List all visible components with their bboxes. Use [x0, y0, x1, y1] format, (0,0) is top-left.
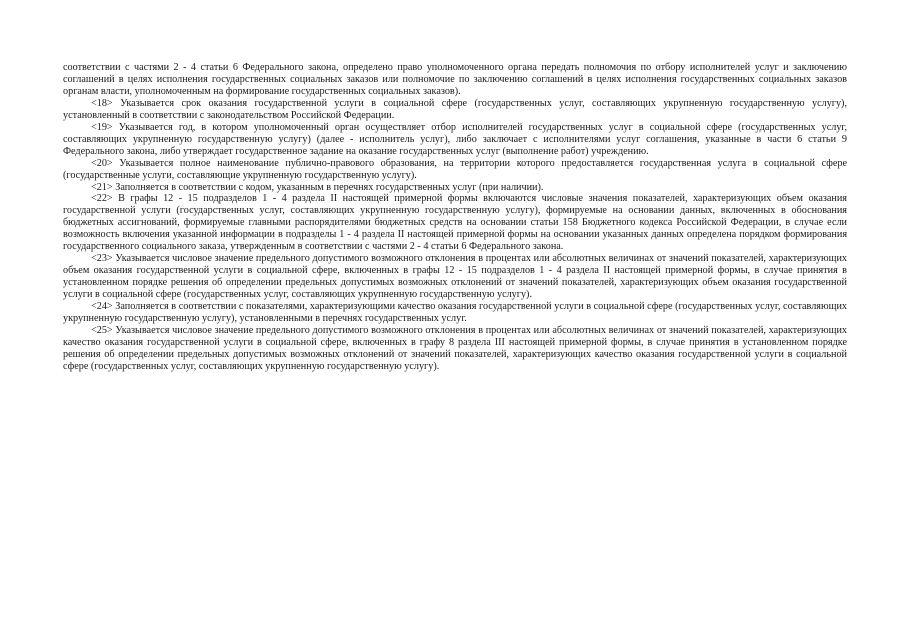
footnote-22: <22> В графы 12 - 15 подразделов 1 - 4 раздела II настоящей примерной формы включаются числовые значения показателей, характеризующих объем оказания государственной услуги (государственных услуг, составляющих укрупненную государственную услугу), формируемые на основании данных, включенных в обоснования бюджетных ассигнований, формируемые главными распорядителями бюджетных средств на основании статьи 158 Бюджетного кодекса Российской Федерации, в случае если возможность включения указанной информации в подразделы 1 - 4 раздела II настоящей примерной формы на основании указанных данных определена порядком формирования государственного социального заказа, утвержденным в соответствии с частями 2 - 4 статьи 6 Федерального закона.: [63, 193, 847, 253]
footnote-25: <25> Указывается числовое значение предельного допустимого возможного отклонения в процентах или абсолютных величинах от значений показателей, характеризующих качество оказания государственной услуги в социальной сфере, включенных в графу 8 раздела III настоящей примерной формы, в случае принятия в установленном порядке решения об определении предельных допустимых возможных отклонений от значений показателей, характеризующих качество оказания государственной услуги в социальной сфере (государственных услуг, составляющих укрупненную государственную услугу).: [63, 324, 847, 372]
footnote-continuation: соответствии с частями 2 - 4 статьи 6 Федерального закона, определено право уполномоченного органа передать полномочия по отбору исполнителей услуг и заключению соглашений в целях исполнения государственных социальных заказов или полномочие по заключению соглашений в целях исполнения государственных социальных заказов органам власти, уполномоченным на формирование государственных социальных заказов).: [63, 62, 847, 97]
footnote-21: <21> Заполняется в соответствии с кодом, указанным в перечнях государственных услуг (при наличии).: [91, 181, 544, 193]
document-page: [63, 62, 847, 373]
footnote-18: <18> Указывается срок оказания государственной услуги в социальной сфере (государственных услуг, составляющих укрупненную государственную услугу), установленный в соответствии с законодательством Российской Федерации.: [63, 97, 847, 121]
footnote-19: <19> Указывается год, в котором уполномоченный орган осуществляет отбор исполнителей государственных услуг в социальной сфере (государственных услуг, составляющих укрупненную государственную услугу) (далее - исполнитель услуг), либо заключает с исполнителями услуг соглашения, указанные в части 6 статьи 9 Федерального закона, либо утверждает государственное задание на оказание государственных услуг (выполнение работ) учреждению.: [63, 121, 847, 157]
footnote-23: <23> Указывается числовое значение предельного допустимого возможного отклонения в процентах или абсолютных величинах от значений показателей, характеризующих объем оказания государственной услуги в социальной сфере, включенных в графы 12 - 15 подразделов 1 - 4 раздела II настоящей примерной формы, в случае принятия в установленном порядке решения об определении предельных допустимых возможных отклонений от значений показателей, характеризующих объем оказания государственной услуги в социальной сфере (государственных услуг, составляющих укрупненную государственную услугу).: [63, 253, 847, 301]
footnote-20: <20> Указывается полное наименование публично-правового образования, на территории которого предоставляется государственная услуга в социальной сфере (государственные услуги, составляющие укрупненную государственную услугу).: [63, 157, 847, 181]
footnote-24: <24> Заполняется в соответствии с показателями, характеризующими качество оказания государственной услуги в социальной сфере (государственных услуг, составляющих укрупненную государственную услугу), установленными в перечнях государственных услуг.: [63, 301, 847, 325]
